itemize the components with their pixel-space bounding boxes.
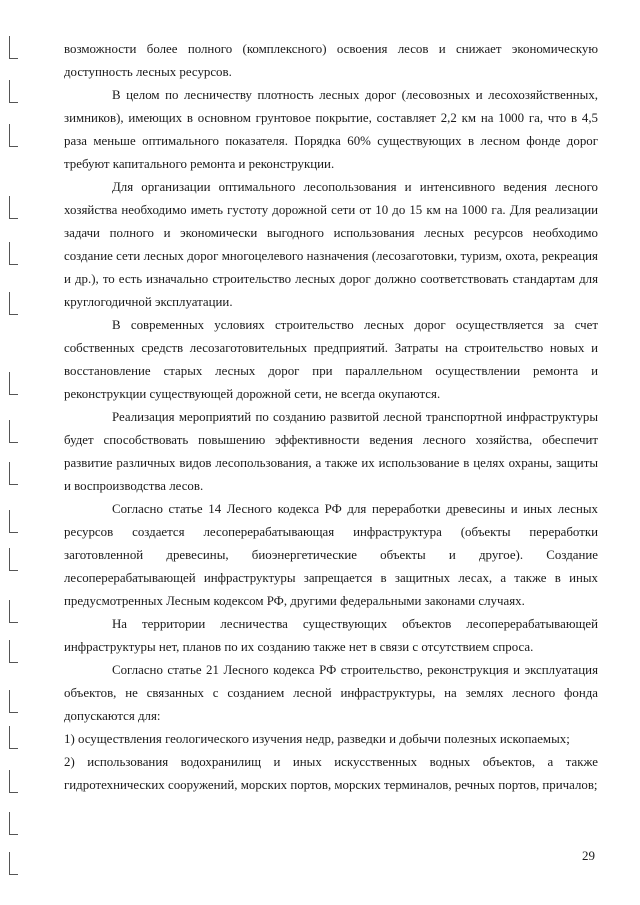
binding-mark bbox=[9, 640, 18, 663]
paragraph: Для организации оптимального лесопользования и интенсивного ведения лесного хозяйства необходимо иметь густоту дорожной сети от 10 до 15 км на 1000 га. Для реализации задачи полного и экономически выгодного использования лесных ресурсов необходимо создание сети лесных дорог многоцелевого назначения (лесозаготовки, туризм, охота, рекреация и др.), то есть изначально строительство лесных дорог должно соответствовать стандартам для круглогодичной эксплуатации. bbox=[64, 180, 598, 309]
paragraph: В современных условиях строительство лесных дорог осуществляется за счет собственных средств лесозаготовительных предприятий. Затраты на строительство новых и восстановление старых лесных дорог при параллельном осуществлении ремонта и реконструкции существующей дорожной сети, не всегда окупаются. bbox=[64, 318, 598, 401]
paragraph: возможности более полного (комплексного) освоения лесов и снижает экономическую доступность лесных ресурсов. bbox=[64, 42, 598, 79]
paragraph: На территории лесничества существующих объектов лесоперерабатывающей инфраструктуры нет, планов по их созданию также нет в связи с отсутствием спроса. bbox=[64, 617, 598, 654]
paragraph: Согласно статье 14 Лесного кодекса РФ для переработки древесины и иных лесных ресурсов создается лесоперерабатывающая инфраструктура (объекты переработки заготовленной древесины, биоэнергетические объекты и другое). Создание лесоперерабатывающей инфраструктуры запрещается в защитных лесах, а также в иных предусмотренных Лесным кодексом РФ, другими федеральными законами случаях. bbox=[64, 502, 598, 608]
binding-mark bbox=[9, 510, 18, 533]
binding-mark bbox=[9, 36, 18, 59]
binding-mark bbox=[9, 548, 18, 571]
binding-mark bbox=[9, 812, 18, 835]
binding-mark bbox=[9, 770, 18, 793]
document-body bbox=[64, 38, 598, 797]
paragraph: Согласно статье 21 Лесного кодекса РФ строительство, реконструкция и эксплуатация объектов, не связанных с созданием лесной инфраструктуры, на землях лесного фонда допускаются для: bbox=[64, 663, 598, 723]
binding-mark bbox=[9, 80, 18, 103]
paragraph: В целом по лесничеству плотность лесных дорог (лесовозных и лесохозяйственных, зимников), имеющих в основном грунтовое покрытие, составляет 2,2 км на 1000 га, что в 4,5 раза меньше оптимального показателя. Порядка 60% существующих в лесном фонде дорог требуют капитального ремонта и реконструкции. bbox=[64, 88, 598, 171]
binding-mark bbox=[9, 420, 18, 443]
binding-mark bbox=[9, 690, 18, 713]
binding-mark bbox=[9, 600, 18, 623]
binding-mark bbox=[9, 124, 18, 147]
binding-mark bbox=[9, 196, 18, 219]
binding-mark bbox=[9, 242, 18, 265]
binding-mark bbox=[9, 462, 18, 485]
binding-marks bbox=[0, 0, 30, 905]
list-item: 1) осуществления геологического изучения недр, разведки и добычи полезных ископаемых; bbox=[64, 732, 570, 746]
binding-mark bbox=[9, 372, 18, 395]
binding-mark bbox=[9, 726, 18, 749]
page-number: 29 bbox=[582, 848, 595, 863]
list-item: 2) использования водохранилищ и иных искусственных водных объектов, а также гидротехнических сооружений, морских портов, морских терминалов, речных портов, причалов; bbox=[64, 755, 598, 792]
paragraph: Реализация мероприятий по созданию развитой лесной транспортной инфраструктуры будет способствовать повышению эффективности ведения лесного хозяйства, обеспечит развитие различных видов лесопользования, а также их использование в целях охраны, защиты и воспроизводства лесов. bbox=[64, 410, 598, 493]
binding-mark bbox=[9, 292, 18, 315]
binding-mark bbox=[9, 852, 18, 875]
